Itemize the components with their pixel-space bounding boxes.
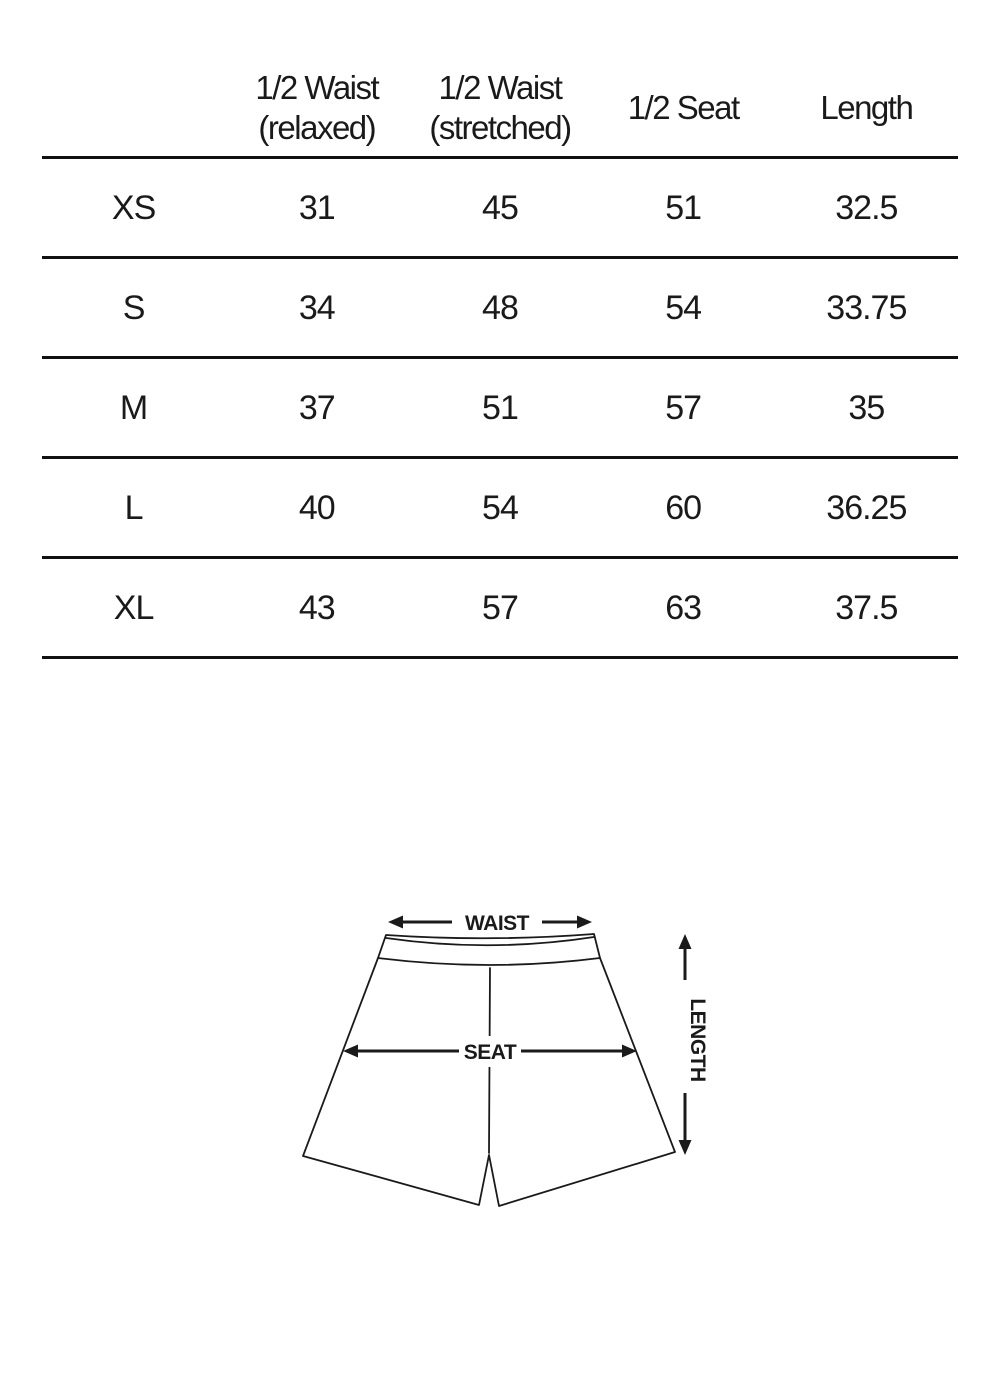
value-length: 33.75 [826, 288, 907, 327]
header-waist-stretched [408, 68, 591, 148]
size-label: XS [111, 188, 156, 227]
header-line2: (relaxed) [258, 109, 376, 146]
size-label: S [122, 288, 145, 327]
header-seat [592, 88, 775, 128]
value-waist-stretched: 45 [482, 188, 518, 227]
value-waist-stretched: 51 [482, 388, 518, 427]
value-seat: 60 [665, 488, 702, 527]
waist-arrowhead-left [388, 916, 403, 929]
table-row-l [42, 459, 958, 559]
value-waist-stretched: 57 [482, 588, 518, 627]
header-waist-relaxed [225, 68, 408, 148]
size-label: L [124, 488, 143, 527]
value-waist-relaxed: 31 [298, 188, 335, 227]
value-length: 35 [848, 388, 885, 427]
header-line1: 1/2 Waist [438, 69, 562, 106]
value-waist-stretched: 54 [482, 488, 518, 527]
seat-label: SEAT [463, 1041, 517, 1064]
size-label: M [119, 388, 148, 427]
value-seat: 57 [665, 388, 702, 427]
table-row-s [42, 259, 958, 359]
header-line1: 1/2 Seat [627, 89, 739, 126]
value-seat: 54 [665, 288, 702, 327]
waistband-bottom-line [378, 958, 600, 965]
table-header-row [42, 0, 958, 159]
size-label: XL [113, 588, 154, 627]
value-seat: 51 [665, 188, 702, 227]
table-row-xl [42, 559, 958, 659]
value-waist-relaxed: 34 [298, 288, 335, 327]
value-waist-relaxed: 40 [298, 488, 335, 527]
value-seat: 63 [665, 588, 702, 627]
value-waist-relaxed: 43 [298, 588, 335, 627]
header-length [775, 88, 958, 128]
header-line2: (stretched) [429, 109, 571, 146]
value-waist-relaxed: 37 [298, 388, 335, 427]
value-length: 32.5 [835, 188, 898, 227]
shorts-measurement-diagram [280, 880, 720, 1230]
table-row-m [42, 359, 958, 459]
length-arrowhead-up [679, 934, 692, 949]
table-row-xs [42, 159, 958, 259]
waist-label: WAIST [465, 912, 529, 935]
header-line1: Length [820, 89, 913, 126]
value-length: 37.5 [835, 588, 898, 627]
value-waist-stretched: 48 [482, 288, 518, 327]
value-length: 36.25 [826, 488, 907, 527]
header-line1: 1/2 Waist [255, 69, 379, 106]
size-table [42, 0, 958, 659]
length-label: LENGTH [686, 998, 709, 1082]
waist-arrowhead-right [577, 916, 592, 929]
length-arrowhead-down [679, 1140, 692, 1155]
